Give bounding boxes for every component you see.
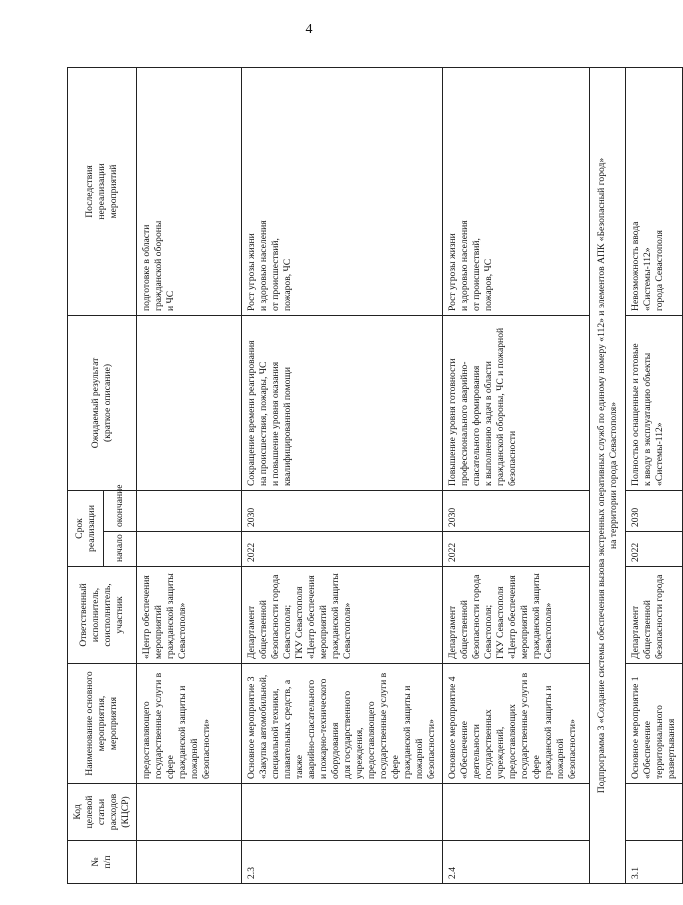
cell-code <box>242 784 443 841</box>
table-row <box>242 67 443 883</box>
cell-result <box>137 315 242 490</box>
cell-start: 2022 <box>626 532 683 567</box>
cell-result: Повышение уровня готовности профессионального аварийно- спасательного формирования к выполнению задач в области гражданской обороны, ЧС и пожарной безопасности <box>443 315 590 490</box>
page-number: 4 <box>305 22 313 37</box>
cell-consequences: подготовке в области гражданской обороны и ЧС <box>137 67 242 315</box>
cell-responsible: Департамент общественной безопасности города Севастополя; ГКУ Севастополя «Центр обеспечения мероприятий гражданской защиты Севастополя» <box>242 567 443 664</box>
subprogram-row <box>590 67 626 883</box>
table-row <box>137 67 242 883</box>
cell-code <box>626 784 683 841</box>
cell-consequences: Невозможность ввода «Системы-112» города Севастополя <box>626 67 683 315</box>
cell-responsible: Департамент общественной безопасности города Севастополя; ГКУ Севастополя «Центр обеспечения мероприятий гражданской защиты Севастополя» <box>443 567 590 664</box>
table-row <box>626 67 683 883</box>
rotated-table-container <box>67 68 677 884</box>
cell-consequences: Рост угрозы жизни и здоровью населения от происшествий, пожаров, ЧС <box>443 67 590 315</box>
cell-code <box>443 784 590 841</box>
header-responsible: Ответственный исполнитель, соисполнитель, участник <box>68 567 137 664</box>
cell-start: 2022 <box>443 532 590 567</box>
cell-responsible: Департамент общественной безопасности города <box>626 567 683 664</box>
cell-start <box>137 532 242 567</box>
cell-num: 3.1 <box>626 841 683 884</box>
header-num: № п/п <box>68 841 137 884</box>
cell-result: Полностью оснащенные и готовые к вводу в эксплуатацию объекты «Системы-112» <box>626 315 683 490</box>
header-code: Код целевой статьи расходов (КЦСР) <box>68 784 137 841</box>
header-result: Ожидаемый результат (краткое описание) <box>68 315 137 490</box>
cell-result: Сокращение времени реагирования на происшествия, пожары, ЧС и повышение уровня оказания квалифицированной помощи <box>242 315 443 490</box>
cell-responsible: «Центр обеспечения мероприятий гражданской защиты Севастополя» <box>137 567 242 664</box>
cell-name: Основное мероприятие 4 «Обеспечение деятельности государственных учреждений, предоставляющих государственные услуги в сфере гражданской защиты и пожарной безопасности» <box>443 664 590 784</box>
cell-num: 2.3 <box>242 841 443 884</box>
table-header-row <box>68 67 104 883</box>
cell-num <box>137 841 242 884</box>
header-consequences: Последствия нереализации мероприятий <box>68 67 137 315</box>
header-start: начало <box>104 532 137 567</box>
header-end: окончание <box>104 490 137 531</box>
header-name: Наименование основного мероприятия, мероприятия <box>68 664 137 784</box>
cell-start: 2022 <box>242 532 443 567</box>
cell-num: 2.4 <box>443 841 590 884</box>
cell-consequences: Рост угрозы жизни и здоровью населения от происшествий, пожаров, ЧС <box>242 67 443 315</box>
header-term: Срок реализации <box>68 490 104 566</box>
subprogram-title: Подпрограмма 3 «Создание системы обеспечения вызова экстренных оперативных служб по единому номеру «112» и элементов АПК «Безопасный город» на территории города Севастополя» <box>590 67 626 883</box>
cell-code <box>137 784 242 841</box>
cell-name: Основное мероприятие 1 «Обеспечение территориального развертывания <box>626 664 683 784</box>
events-table <box>67 67 683 884</box>
cell-end: 2030 <box>626 490 683 531</box>
table-row <box>443 67 590 883</box>
cell-end <box>137 490 242 531</box>
cell-end: 2030 <box>443 490 590 531</box>
cell-end: 2030 <box>242 490 443 531</box>
cell-name: предоставляющего государственные услуги в сфере гражданской защиты и пожарной безопасности» <box>137 664 242 784</box>
cell-name: Основное мероприятие 3 «Закупка автомобильной, специальной техники, плавательных средств, а также аварийно-спасательного и пожарно-технического оборудования для государственного учреждения, предоставляющего государственные услуги в сфере гражданской защиты и пожарной безопасности» <box>242 664 443 784</box>
